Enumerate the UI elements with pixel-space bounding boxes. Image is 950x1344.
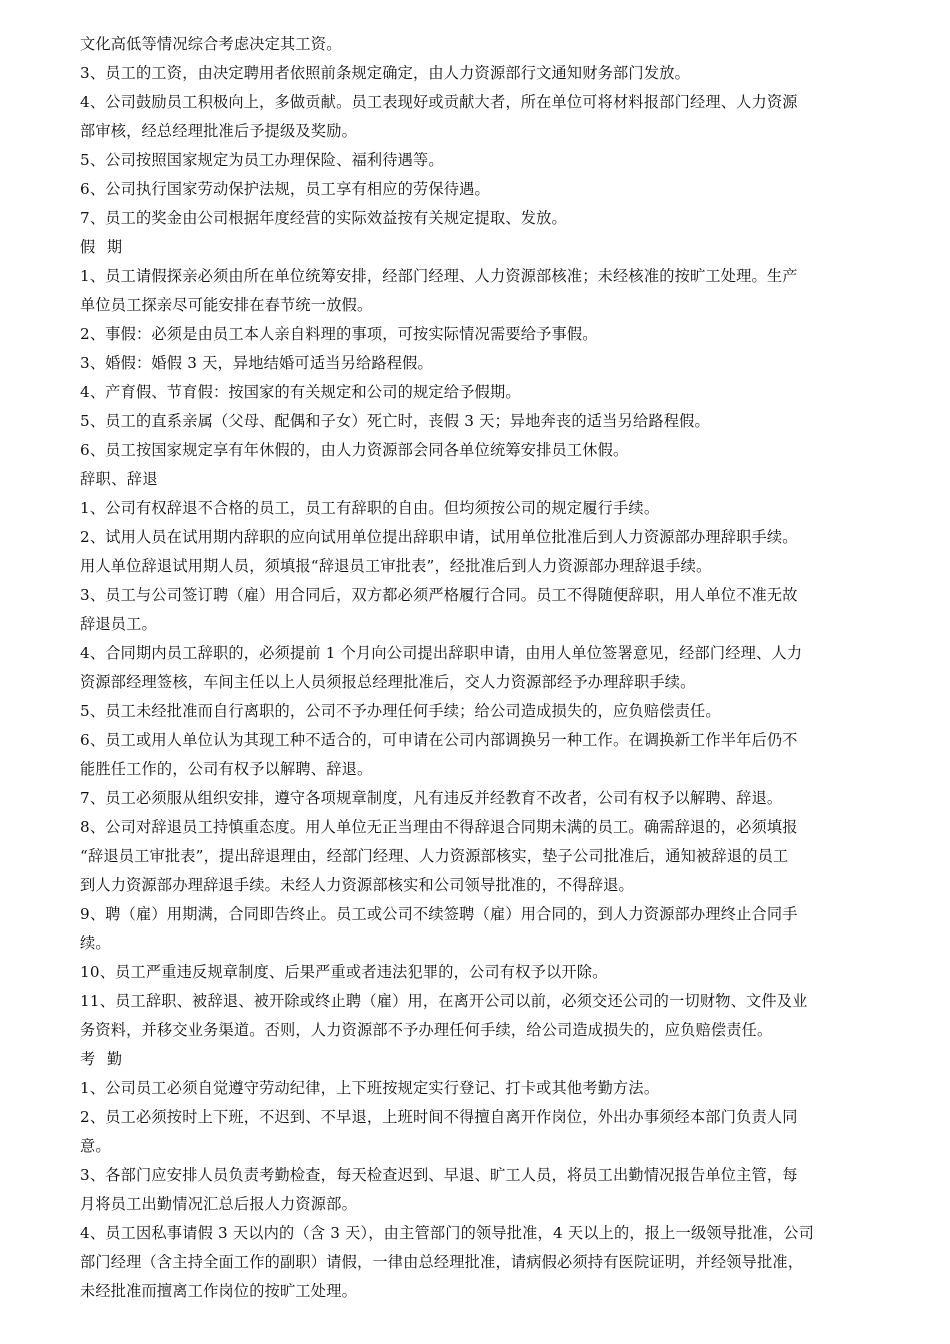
text-line: 3、员工的工资，由决定聘用者依照前条规定确定，由人力资源部行文通知财务部门发放。 <box>80 64 690 82</box>
text-line: 月将员工出勤情况汇总后报人力资源部。 <box>80 1195 357 1213</box>
text-line: 2、事假：必须是由员工本人亲自料理的事项，可按实际情况需要给予事假。 <box>80 325 598 343</box>
text-line: 辞退员工。 <box>80 615 157 633</box>
section-heading-resignation: 辞职、辞退 <box>80 470 158 488</box>
text-line: 务资料，并移交业务渠道。否则，人力资源部不予办理任何手续，给公司造成损失的，应负赔偿责任。 <box>80 1021 773 1039</box>
section-heading-attendance: 考 勤 <box>80 1050 123 1068</box>
text-line: 未经批准而擅离工作岗位的按旷工处理。 <box>80 1282 357 1300</box>
text-line: 部门经理（含主持全面工作的副职）请假，一律由总经理批准，请病假必须持有医院证明，并经领导批准， <box>80 1253 804 1271</box>
section-heading-holidays: 假 期 <box>80 238 123 256</box>
text-line: 意。 <box>80 1137 111 1155</box>
text-line: 4、产育假、节育假：按国家的有关规定和公司的规定给予假期。 <box>80 383 521 401</box>
text-line: 9、聘（雇）用期满，合同即告终止。员工或公司不续签聘（雇）用合同的，到人力资源部办理终止合同手 <box>80 905 798 923</box>
text-line: 续。 <box>80 934 111 952</box>
text-line: 资源部经理签核，车间主任以上人员须报总经理批准后，交人力资源部经予办理辞职手续。 <box>80 673 696 691</box>
text-line: 7、员工的奖金由公司根据年度经营的实际效益按有关规定提取、发放。 <box>80 209 567 227</box>
text-line: 2、试用人员在试用期内辞职的应向试用单位提出辞职申请，试用单位批准后到人力资源部办理辞职手续。 <box>80 528 798 546</box>
text-line: 3、各部门应安排人员负责考勤检查，每天检查迟到、早退、旷工人员，将员工出勤情况报告单位主管，每 <box>80 1166 798 1184</box>
text-line: 1、公司有权辞退不合格的员工，员工有辞职的自由。但均须按公司的规定履行手续。 <box>80 499 660 517</box>
text-line: 4、合同期内员工辞职的，必须提前 1 个月向公司提出辞职申请，由用人单位签署意见，经部门经理、人力 <box>80 644 803 662</box>
text-line: 3、婚假：婚假 3 天，异地结婚可适当另给路程假。 <box>80 354 433 372</box>
text-line: 6、公司执行国家劳动保护法规，员工享有相应的劳保待遇。 <box>80 180 490 198</box>
text-line: 文化高低等情况综合考虑决定其工资。 <box>80 35 342 53</box>
text-line: 5、员工的直系亲属（父母、配偶和子女）死亡时，丧假 3 天；异地奔丧的适当另给路程假。 <box>80 412 710 430</box>
text-line: 1、员工请假探亲必须由所在单位统筹安排，经部门经理、人力资源部核准；未经核准的按旷工处理。生产 <box>80 267 798 285</box>
text-line: “辞退员工审批表”，提出辞退理由，经部门经理、人力资源部核实，垫子公司批准后，通知被辞退的员工 <box>80 847 789 865</box>
text-line: 用人单位辞退试用期人员，须填报“辞退员工审批表”，经批准后到人力资源部办理辞退手续。 <box>80 557 712 575</box>
text-line: 1、公司员工必须自觉遵守劳动纪律，上下班按规定实行登记、打卡或其他考勤方法。 <box>80 1079 660 1097</box>
text-line: 11、员工辞职、被辞退、被开除或终止聘（雇）用，在离开公司以前，必须交还公司的一切财物、文件及业 <box>80 992 808 1010</box>
text-line: 6、员工或用人单位认为其现工种不适合的，可申请在公司内部调换另一种工作。在调换新工作半年后仍不 <box>80 731 798 749</box>
text-line: 部审核，经总经理批准后予提级及奖励。 <box>80 122 357 140</box>
text-line: 4、公司鼓励员工积极向上，多做贡献。员工表现好或贡献大者，所在单位可将材料报部门经理、人力资源 <box>80 93 798 111</box>
text-line: 单位员工探亲尽可能安排在春节统一放假。 <box>80 296 373 314</box>
text-line: 8、公司对辞退员工持慎重态度。用人单位无正当理由不得辞退合同期未满的员工。确需辞退的，必须填报 <box>80 818 798 836</box>
text-line: 5、员工未经批准而自行离职的，公司不予办理任何手续；给公司造成损失的，应负赔偿责任。 <box>80 702 721 720</box>
text-line: 7、员工必须服从组织安排，遵守各项规章制度，凡有违反并经教育不改者，公司有权予以解聘、辞退。 <box>80 789 783 807</box>
text-line: 2、员工必须按时上下班，不迟到、不早退，上班时间不得擅自离开作岗位，外出办事须经本部门负责人同 <box>80 1108 798 1126</box>
text-line: 3、员工与公司签订聘（雇）用合同后，双方都必须严格履行合同。员工不得随便辞职，用人单位不准无故 <box>80 586 798 604</box>
text-line: 到人力资源部办理辞退手续。未经人力资源部核实和公司领导批准的，不得辞退。 <box>80 876 634 894</box>
text-line: 6、员工按国家规定享有年休假的，由人力资源部会同各单位统筹安排员工休假。 <box>80 441 629 459</box>
text-line: 10、员工严重违反规章制度、后果严重或者违法犯罪的，公司有权予以开除。 <box>80 963 608 981</box>
text-line: 能胜任工作的，公司有权予以解聘、辞退。 <box>80 760 373 778</box>
text-line: 5、公司按照国家规定为员工办理保险、福利待遇等。 <box>80 151 444 169</box>
text-line: 4、员工因私事请假 3 天以内的（含 3 天），由主管部门的领导批准，4 天以上的，报上一级领导批准，公司 <box>80 1224 815 1242</box>
